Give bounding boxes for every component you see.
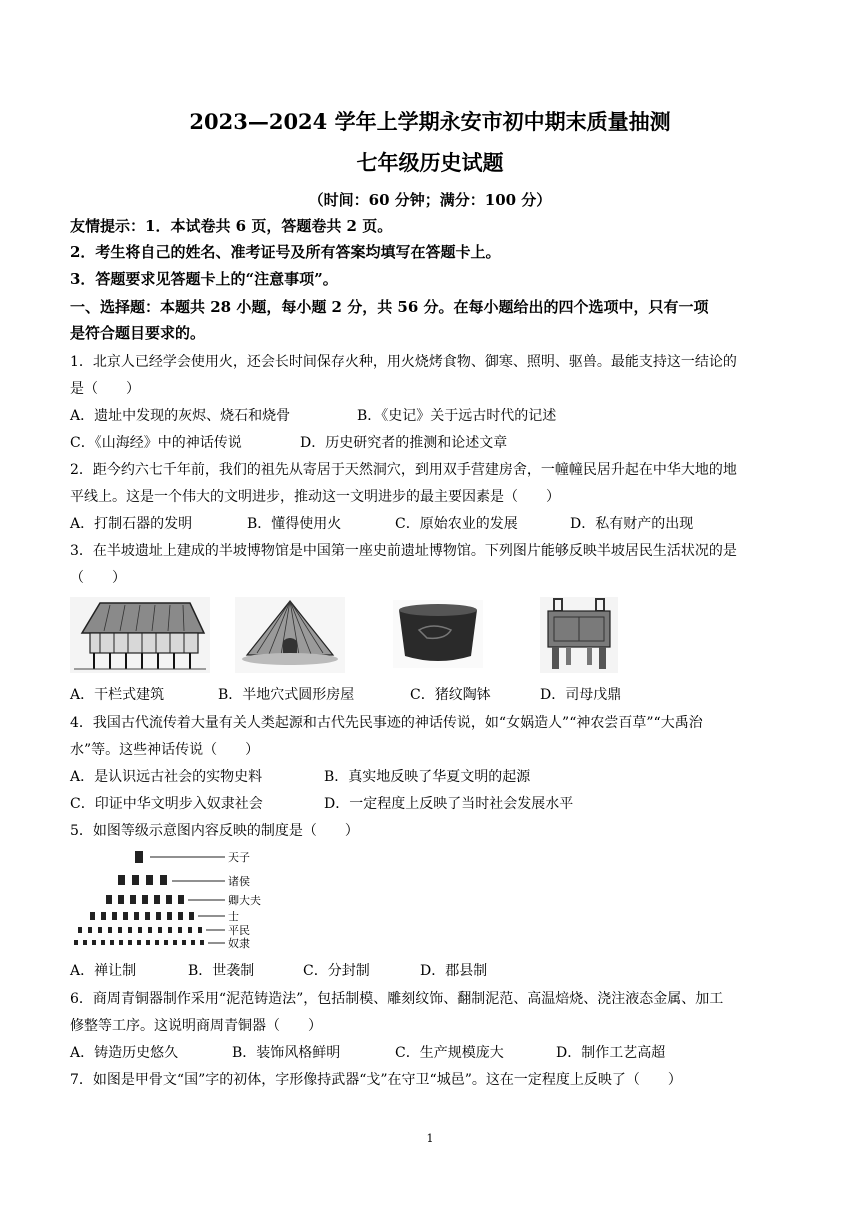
notice-line: 2．考生将自己的姓名、准考证号及所有答案均填写在答题卡上。 — [70, 243, 501, 261]
section-heading: 一、选择题：本题共 28 小题，每小题 2 分，共 56 分。在每小题给出的四个选项中，只有一项 — [70, 298, 709, 316]
question-4-stem-cont: 水”等。这些神话传说（ ） — [70, 742, 260, 758]
question-4-option-c: C．印证中华文明步入奴隶社会 — [70, 796, 263, 812]
exam-subtitle: 七年级历史试题 — [356, 150, 504, 175]
question-1-stem: 1．北京人已经学会使用火，还会长时间保存火种，用火烧烤食物、御寒、照明、驱兽。最能支持这一结论的 — [70, 354, 737, 370]
question-6-option-a: A．铸造历史悠久 — [70, 1045, 179, 1061]
pig-pattern-pottery-image — [393, 600, 483, 668]
hierarchy-pyramid-diagram — [70, 845, 275, 950]
simuwu-ding-image — [540, 597, 618, 673]
question-1-option-b: B．《史记》关于远古时代的记述 — [357, 408, 557, 424]
question-5-option-d: D．郡县制 — [420, 963, 488, 979]
question-5-stem: 5．如图等级示意图内容反映的制度是（ ） — [70, 823, 359, 839]
question-3-option-a: A．干栏式建筑 — [70, 687, 165, 703]
pyramid-level-label: 奴隶 — [228, 937, 250, 950]
question-5-option-c: C．分封制 — [303, 963, 370, 979]
question-2-option-c: C．原始农业的发展 — [395, 516, 518, 532]
question-3-stem: 3．在半坡遗址上建成的半坡博物馆是中国第一座史前遗址博物馆。下列图片能够反映半坡居民生活状况的是 — [70, 543, 737, 559]
section-heading-cont: 是符合题目要求的。 — [70, 324, 206, 342]
question-4-option-a: A．是认识远古社会的实物史料 — [70, 769, 263, 785]
question-2-option-d: D．私有财产的出现 — [570, 516, 694, 532]
question-4-option-b: B．真实地反映了华夏文明的起源 — [324, 769, 531, 785]
exam-title: 2023—2024 学年上学期永安市初中期末质量抽测 — [189, 109, 671, 134]
exam-meta: （时间：60 分钟；满分：100 分） — [308, 191, 552, 209]
question-4-option-d: D．一定程度上反映了当时社会发展水平 — [324, 796, 574, 812]
notice-line: 3．答题要求见答题卡上的“注意事项”。 — [70, 270, 338, 288]
question-2-option-b: B．懂得使用火 — [247, 516, 342, 532]
pyramid-level-label: 诸侯 — [228, 875, 250, 888]
question-6-option-d: D．制作工艺高超 — [556, 1045, 666, 1061]
question-5-option-a: A．禅让制 — [70, 963, 137, 979]
question-6-stem: 6．商周青铜器制作采用“泥范铸造法”，包括制模、雕刻纹饰、翻制泥范、高温焙烧、浇注液态金属、加工 — [70, 991, 724, 1007]
pyramid-level-label: 卿大夫 — [228, 894, 261, 907]
question-3-option-c: C．猪纹陶钵 — [410, 687, 491, 703]
pyramid-level-label: 士 — [228, 910, 239, 923]
semi-subterranean-house-image — [235, 597, 345, 673]
question-1-option-a: A．遗址中发现的灰烬、烧石和烧骨 — [70, 408, 291, 424]
question-6-stem-cont: 修整等工序。这说明商周青铜器（ ） — [70, 1018, 322, 1034]
question-3-stem-cont: （ ） — [70, 570, 126, 586]
question-1-option-c: C．《山海经》中的神话传说 — [70, 435, 242, 451]
question-3-option-b: B．半地穴式圆形房屋 — [218, 687, 355, 703]
pyramid-level-label: 天子 — [228, 851, 250, 864]
question-2-option-a: A．打制石器的发明 — [70, 516, 193, 532]
question-1-stem-cont: 是（ ） — [70, 381, 140, 397]
notice-line: 友情提示：1．本试卷共 6 页，答题卷共 2 页。 — [70, 217, 393, 235]
question-6-option-c: C．生产规模庞大 — [395, 1045, 504, 1061]
question-7-stem: 7．如图是甲骨文“国”字的初体，字形像持武器“戈”在守卫“城邑”。这在一定程度上反映了（ ） — [70, 1072, 682, 1088]
question-2-stem-cont: 平线上。这是一个伟大的文明进步，推动这一文明进步的最主要因素是（ ） — [70, 489, 560, 505]
page-number: 1 — [426, 1132, 434, 1145]
question-1-option-d: D．历史研究者的推测和论述文章 — [300, 435, 508, 451]
pyramid-level-label: 平民 — [228, 924, 250, 937]
question-2-stem: 2．距今约六七千年前，我们的祖先从寄居于天然洞穴，到用双手营建房舍，一幢幢民居升起在中华大地的地 — [70, 462, 737, 478]
question-5-option-b: B．世袭制 — [188, 963, 255, 979]
question-3-option-d: D．司母戊鼎 — [540, 687, 622, 703]
stilt-house-image — [70, 597, 210, 673]
question-4-stem: 4．我国古代流传着大量有关人类起源和古代先民事迹的神话传说，如“女娲造人”“神农尝百草”“大禹治 — [70, 715, 703, 731]
question-6-option-b: B．装饰风格鲜明 — [232, 1045, 341, 1061]
